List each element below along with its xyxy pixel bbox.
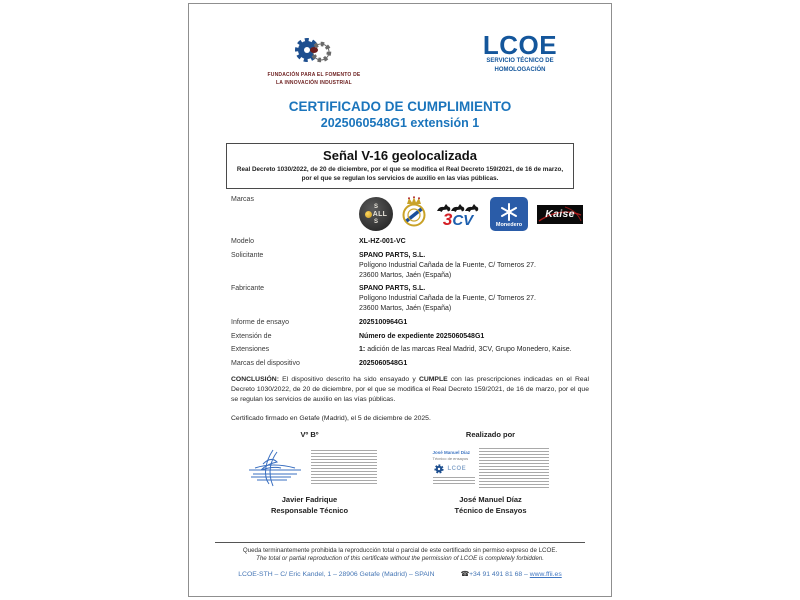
phone-icon: ☎ xyxy=(460,571,470,578)
lcoe-logo-text: LCOE xyxy=(482,30,558,60)
solicitante-addr2: 23600 Martos, Jaén (España) xyxy=(359,271,452,279)
header xyxy=(189,4,611,87)
stamp-lcoe-text: LCOE xyxy=(447,466,467,473)
row-solicitante xyxy=(231,251,589,280)
footer-legal-en: The total or partial reproduction of this certificate without the permission of LCOE is completely forbidden. xyxy=(256,555,544,562)
vobo-header: Vº Bº xyxy=(300,429,319,439)
extensiones-text: adición de las marcas Real Madrid, 3CV, Grupo Monedero, Kaise. xyxy=(367,346,572,354)
fabricante-name: SPANO PARTS, S.L. xyxy=(359,285,426,293)
3cv-logo xyxy=(435,201,481,230)
marcas-dispositivo-label: Marcas del dispositivo xyxy=(231,360,300,368)
monedero-name: Monedero xyxy=(495,221,523,228)
gears-icon xyxy=(229,32,399,72)
title-line1: CERTIFICADO DE CUMPLIMIENTO xyxy=(288,99,512,114)
row-informe xyxy=(231,318,589,328)
lcoe-subtitle-line1: SERVICIO TÉCNICO DE xyxy=(486,58,554,65)
row-marcas-dispositivo xyxy=(231,359,589,369)
conclusion-label: CONCLUSIÓN: xyxy=(231,376,279,384)
snowflake-icon xyxy=(498,202,520,222)
footer-address: LCOE-STH – C/ Eric Kandel, 1 – 28906 Getafe (Madrid) – SPAIN xyxy=(238,571,435,578)
sos-all-badge-icon xyxy=(359,197,393,231)
row-marcas xyxy=(231,195,589,233)
digital-stamp xyxy=(433,450,475,485)
conclusion-text1: El dispositivo descrito ha sido ensayado y xyxy=(282,376,416,384)
right-signer-name: José Manuel Díaz xyxy=(459,494,522,504)
left-signer-name: Javier Fadrique xyxy=(281,494,338,504)
extensiones-number: 1: xyxy=(359,346,366,354)
certificate-page xyxy=(188,3,612,597)
document-title xyxy=(189,99,611,130)
monedero-logo xyxy=(490,197,528,231)
signature-left xyxy=(219,430,400,517)
sos-bottom-letter: S xyxy=(373,218,378,225)
row-fabricante xyxy=(231,284,589,313)
conclusion-text2: con las prescripciones indicadas en el Real Decreto 1030/2022, de 20 de diciembre, por el que se modifica el Real Decreto 159/2021, de 16 de marzo, por el que se regulan los servicios de auxilio en las vías públicas. xyxy=(231,376,589,404)
row-extensiones xyxy=(231,345,589,355)
extensiones-label: Extensiones xyxy=(231,346,270,354)
digital-signature-text-left xyxy=(311,450,377,486)
solicitante-name: SPANO PARTS, S.L. xyxy=(359,252,426,260)
fabricante-addr1: Polígono Industrial Cañada de la Fuente, C/ Torneros 27. xyxy=(359,295,536,303)
signed-statement: Certificado firmado en Getafe (Madrid), el 5 de diciembre de 2025. xyxy=(231,414,431,422)
marcas-dispositivo-value: 2025060548G1 xyxy=(359,360,408,368)
sos-top-letter: S xyxy=(373,203,378,210)
foundation-name xyxy=(229,72,399,87)
brand-logos xyxy=(359,195,589,233)
product-name: Señal V-16 geolocalizada xyxy=(323,148,477,163)
extension-de-label: Extensión de xyxy=(231,332,272,340)
fabricante-addr2: 23600 Martos, Jaén (España) xyxy=(359,305,452,313)
footer-phone: +34 91 491 81 68 – xyxy=(469,571,528,578)
footer-divider xyxy=(215,542,585,543)
footer-contact-line xyxy=(189,570,611,578)
stamp-signer-role: Técnico de ensayos xyxy=(432,456,469,462)
conclusion-paragraph xyxy=(231,375,589,406)
lcoe-subtitle xyxy=(465,57,575,75)
conclusion-cumple: CUMPLE xyxy=(418,376,448,384)
footer-legal-es: Queda terminantemente prohibida la reproducción total o parcial de este certificado sin permiso expreso de LCOE. xyxy=(242,547,558,554)
foundation-logo-block xyxy=(229,32,399,87)
solicitante-addr1: Polígono Industrial Cañada de la Fuente, C/ Torneros 27. xyxy=(359,261,536,269)
foundation-name-line1: FUNDACIÓN PARA EL FOMENTO DE xyxy=(267,72,361,78)
3cv-number: 3 xyxy=(442,210,453,230)
marcas-label: Marcas xyxy=(231,196,254,204)
foundation-name-line2: LA INNOVACIÓN INDUSTRIAL xyxy=(276,79,352,86)
solicitante-label: Solicitante xyxy=(231,252,264,260)
signature-right xyxy=(400,430,581,517)
informe-value: 2025100964G1 xyxy=(359,318,408,326)
title-line2: 2025060548G1 extensión 1 xyxy=(320,116,480,130)
real-madrid-crest-icon xyxy=(402,196,426,232)
modelo-label: Modelo xyxy=(231,238,254,246)
website-link[interactable]: www.ffii.es xyxy=(529,571,562,578)
kaise-name: Kaise xyxy=(545,207,575,220)
product-box xyxy=(226,143,574,189)
handwritten-signature-icon xyxy=(243,446,307,490)
modelo-value: XL-HZ-001-VC xyxy=(359,238,406,246)
stamp-small-text xyxy=(433,477,475,485)
sun-dot-icon xyxy=(365,211,372,218)
kaise-logo xyxy=(537,205,583,224)
informe-label: Informe de ensayo xyxy=(231,318,289,326)
lcoe-logo-block xyxy=(465,30,575,87)
digital-signature-text-right xyxy=(479,448,549,488)
3cv-letters: CV xyxy=(452,212,474,230)
signatures-section xyxy=(189,430,611,517)
right-signer-role: Técnico de Ensayos xyxy=(454,505,527,515)
left-signer-role: Responsable Técnico xyxy=(270,505,349,515)
stamp-gear-icon xyxy=(433,463,445,475)
product-decree: Real Decreto 1030/2022, de 20 de diciembre, por el que se modifica el Real Decreto 159/2021, de 16 de marzo, por el que se regulan los servicios de auxilio en las vías públicas. xyxy=(236,166,564,183)
stamp-signer-name: José Manuel Díaz xyxy=(432,450,471,456)
sos-mid-text: ALL xyxy=(372,210,388,218)
row-extension-de xyxy=(231,332,589,342)
fields-section xyxy=(189,189,611,369)
row-modelo xyxy=(231,237,589,247)
footer xyxy=(189,542,611,578)
lcoe-subtitle-line2: HOMOLOGACIÓN xyxy=(494,67,546,74)
realizado-por-header: Realizado por xyxy=(465,429,516,439)
extension-de-value: Número de expediente 2025060548G1 xyxy=(359,332,485,340)
fabricante-label: Fabricante xyxy=(231,285,265,293)
